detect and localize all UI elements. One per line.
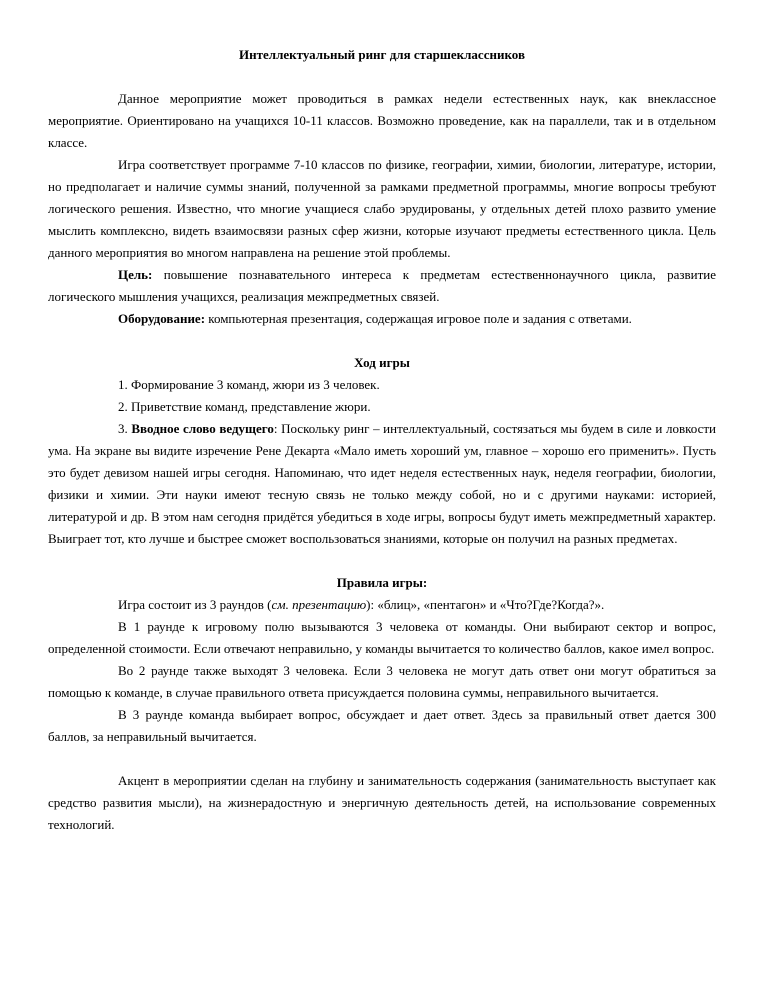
document-page	[48, 44, 716, 836]
progress-step-3	[48, 418, 716, 550]
rules-round-3: В 3 раунде команда выбирает вопрос, обсуждает и дает ответ. Здесь за правильный ответ дается 300 баллов, за неправильный вычитается.	[48, 707, 716, 744]
equipment-paragraph	[48, 308, 716, 330]
rules-round-2: Во 2 раунде также выходят 3 человека. Если 3 человека не могут дать ответ они могут обратиться за помощью к команде, в случае правильного ответа присуждается половина суммы, неправильного вычитается.	[48, 663, 716, 700]
goal-label: Цель:	[118, 267, 153, 282]
equipment-label: Оборудование:	[118, 311, 206, 326]
rules-intro-emphasis: см. презентацию	[271, 597, 367, 612]
rules-intro-text-b: ): «блиц», «пентагон» и «Что?Где?Когда?».	[366, 597, 605, 612]
step-3-number: 3.	[118, 421, 132, 436]
intro-paragraph-1: Данное мероприятие может проводиться в рамках недели естественных наук, как внеклассное мероприятие. Ориентировано на учащихся 10-11 классов. Возможно проведение, как на параллели, так и в отдельном классе.	[48, 91, 716, 150]
goal-text: повышение познавательного интереса к предметам естественнонаучного цикла, развитие логического мышления учащихся, реализация межпредметных связей.	[48, 267, 716, 304]
progress-heading: Ход игры	[354, 355, 410, 370]
progress-step-2: 2. Приветствие команд, представление жюри.	[118, 399, 371, 414]
rules-intro	[48, 594, 716, 616]
rules-heading: Правила игры:	[336, 575, 428, 590]
intro-paragraph-2: Игра соответствует программе 7-10 классов по физике, географии, химии, биологии, литературе, истории, но предполагает и наличие суммы знаний, полученной за рамками предметной программы, многие вопросы требуют логического решения. Известно, что многие учащиеся слабо эрудированы, у отдельных детей плохо развито умение мыслить комплексно, видеть взаимосвязи разных сфер жизни, которые изучают предметы естественного цикла. Цель данного мероприятия во многом направлена на решение этой проблемы.	[48, 157, 716, 260]
spacer	[48, 748, 716, 770]
step-3-text: : Поскольку ринг – интеллектуальный, состязаться мы будем в силе и ловкости ума. На экране вы видите изречение Рене Декарта «Мало иметь хороший ум, главное – хорошо его применить». Пусть это будет девизом нашей игры сегодня. Напоминаю, что идет неделя естественных наук, неделя географии, биологии, физики и химии. Эти науки имеют тесную связь не только между собой, но и с другими науками: историей, литературой и др. В этом нам сегодня придётся убедиться в ходе игры, вопросы будут иметь межпредметный характер. Выиграет тот, кто лучше и быстрее сможет воспользоваться знаниями, которые он получил на разных предметах.	[48, 421, 716, 546]
step-3-label: Вводное слово ведущего	[131, 421, 274, 436]
rules-round-1: В 1 раунде к игровому полю вызываются 3 человека от команды. Они выбирают сектор и вопрос, определенной стоимости. Если отвечают неправильно, у команды вычитается то количество баллов, какое имел вопрос.	[48, 619, 716, 656]
rules-intro-text-a: Игра состоит из 3 раундов (	[118, 597, 272, 612]
document-title: Интеллектуальный ринг для старшеклассников	[239, 47, 525, 62]
conclusion-paragraph: Акцент в мероприятии сделан на глубину и занимательность содержания (занимательность выступает как средство развития мысли), на жизнерадостную и энергичную деятельность детей, на использование современных технологий.	[48, 773, 716, 832]
equipment-text: компьютерная презентация, содержащая игровое поле и задания с ответами.	[205, 311, 632, 326]
goal-paragraph	[48, 264, 716, 308]
progress-step-1: 1. Формирование 3 команд, жюри из 3 человек.	[118, 377, 380, 392]
